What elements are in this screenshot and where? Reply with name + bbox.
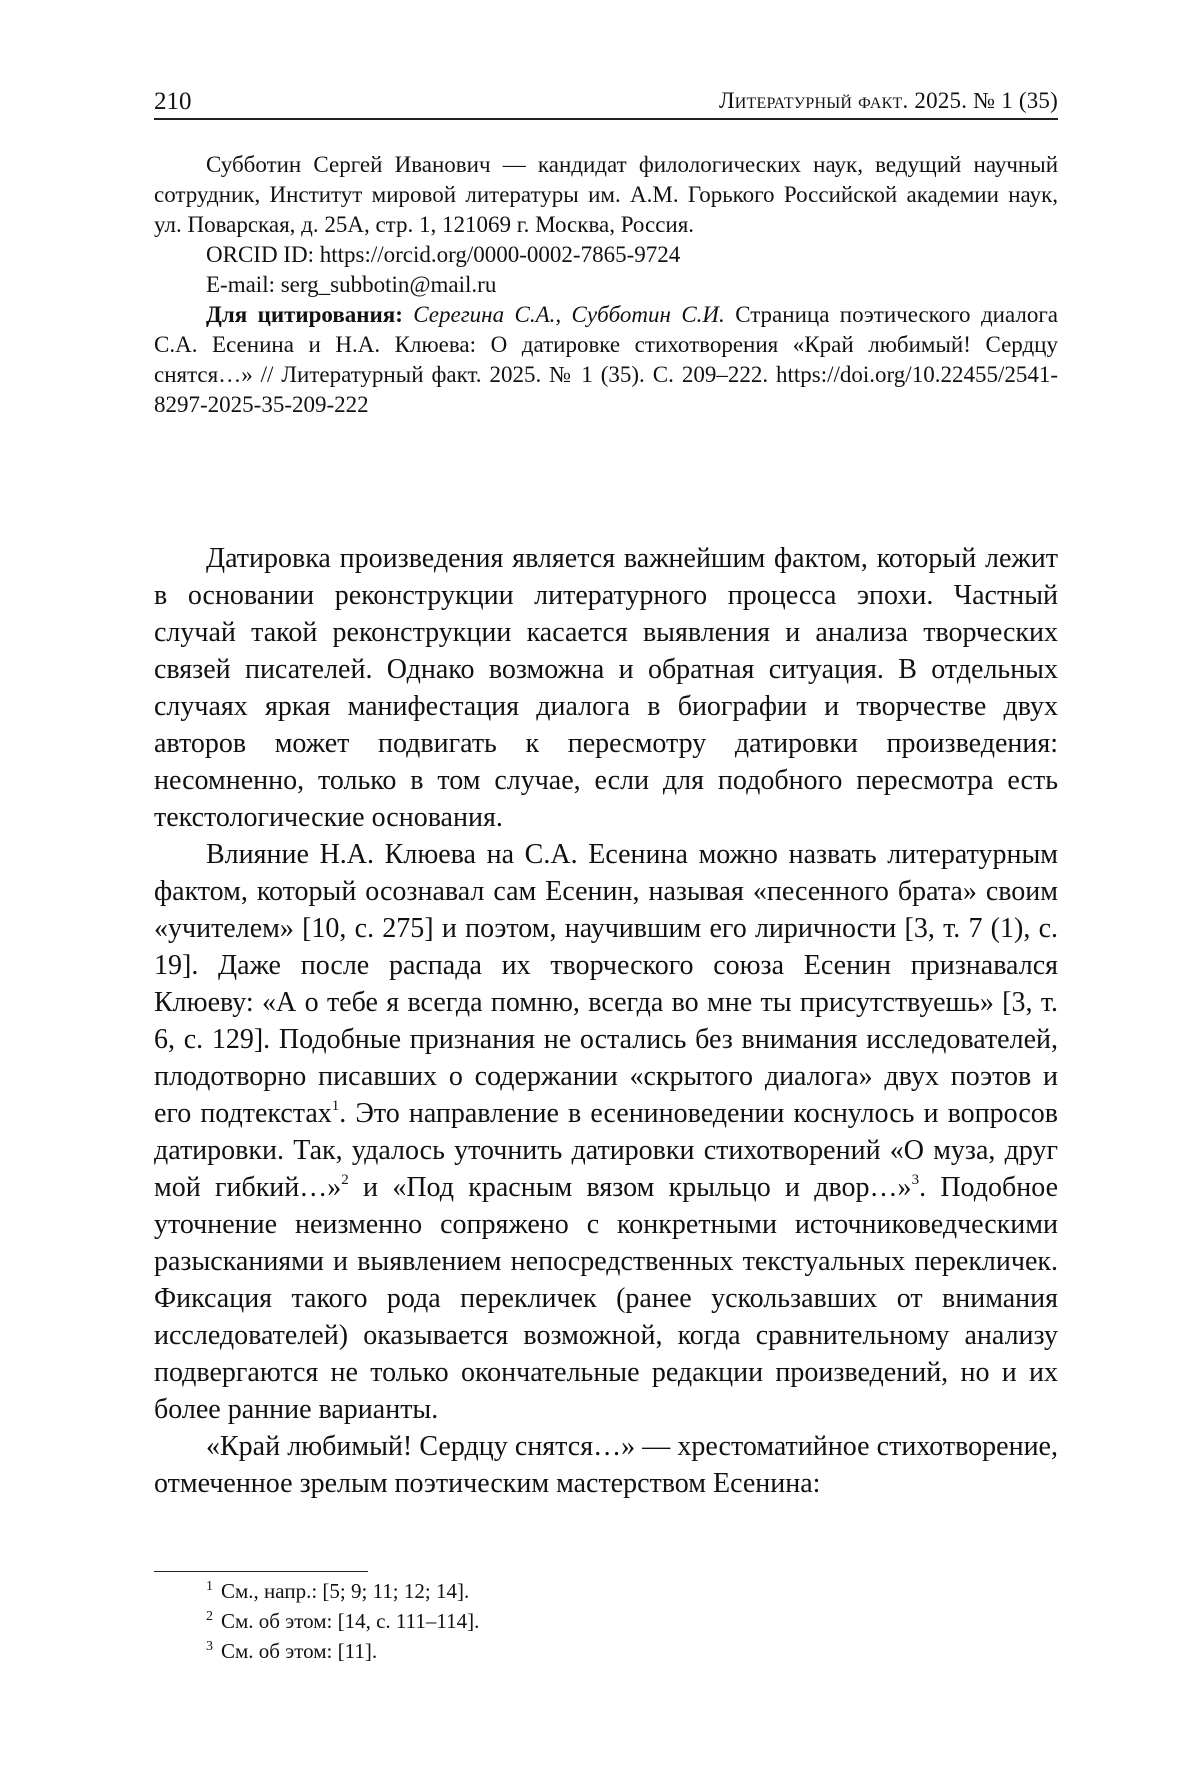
page-number: 210 (154, 88, 192, 115)
footnote-item (206, 1606, 1058, 1636)
author-orcid: ORCID ID: https://orcid.org/0000-0002-7865-9724 (206, 242, 681, 267)
page-header (154, 84, 1058, 120)
paragraph-2-part-b: . Это направление в есениноведении коснулось и вопросов датировки. Так, удалось уточнить датировки стихотворений «О муза, друг мой гибкий…» (154, 1098, 1058, 1203)
footnote-number: 2 (206, 1609, 213, 1624)
footnote-number: 1 (206, 1579, 213, 1594)
citation (154, 300, 1058, 420)
footnote-ref-3[interactable]: 3 (911, 1172, 920, 1188)
footnote-text: См. об этом: [14, с. 111–114]. (221, 1609, 480, 1633)
footnote-ref-1[interactable]: 1 (331, 1098, 340, 1114)
footnotes (206, 1576, 1058, 1666)
paragraph-3: «Край любимый! Сердцу снятся…» — хрестоматийное стихотворение, отмеченное зрелым поэтическим мастерством Есенина: (154, 1431, 1058, 1499)
footnote-text: См. об этом: [11]. (221, 1639, 378, 1663)
paragraph-2-part-c: и «Под красным вязом крыльцо и двор…» (348, 1172, 912, 1203)
footnote-text: См., напр.: [5; 9; 11; 12; 14]. (221, 1579, 470, 1603)
author-info (154, 150, 1058, 420)
running-title: Литературный факт. 2025. № 1 (35) (718, 88, 1058, 113)
paragraph-2-part-a: Влияние Н.А. Клюева на С.А. Есенина можно назвать литературным фактом, который осознавал сам Есенин, называя «песенного брата» своим «учителем» [10, с. 275] и поэтом, научившим его лиричности [3, т. 7 (1), с. 19]. Даже после распада их творческого союза Есенин признавался Клюеву: «А о тебе я всегда помню, всегда во мне ты присутствуешь» [3, т. 6, с. 129]. Подобные признания не остались без внимания исследователей, плодотворно писавших о содержании «скрытого диалога» двух поэтов и его подтекстах (154, 839, 1058, 1129)
article-body (154, 540, 1058, 1502)
citation-label: Для цитирования: (206, 302, 403, 327)
footnote-divider (154, 1571, 368, 1572)
paragraph-2 (154, 836, 1058, 1428)
citation-text: Страница поэтического диалога С.А. Есенина и Н.А. Клюева: О датировке стихотворения «Край любимый! Сердцу снятся…» // Литературный факт. 2025. № 1 (35). С. 209–222. https://doi.org/10.22455/2541-8297-2025-35-209-222 (154, 302, 1058, 417)
paragraph-1: Датировка произведения является важнейшим фактом, который лежит в основании реконструкции литературного процесса эпохи. Частный случай такой реконструкции касается выявления и анализа творческих связей писателей. Однако возможна и обратная ситуация. В отдельных случаях яркая манифестация диалога в биографии и творчестве двух авторов может подвигать к пересмотру датировки произведения: несомненно, только в том случае, если для подобного пересмотра есть текстологические основания. (154, 543, 1058, 833)
citation-authors: Серегина С.А., Субботин С.И. (413, 302, 725, 327)
footnote-item (206, 1576, 1058, 1606)
footnote-ref-2[interactable]: 2 (341, 1172, 349, 1188)
footnote-number: 3 (206, 1639, 213, 1654)
author-bio: Субботин Сергей Иванович — кандидат филологических наук, ведущий научный сотрудник, Институт мировой литературы им. А.М. Горького Российской академии наук, ул. Поварская, д. 25А, стр. 1, 121069 г. Москва, Россия. (154, 152, 1058, 237)
paragraph-2-part-d: . Подобное уточнение неизменно сопряжено с конкретными источниковедческими разысканиями и выявлением непосредственных текстуальных перекличек. Фиксация такого рода перекличек (ранее ускользавших от внимания исследователей) оказывается возможной, когда сравнительному анализу подвергаются не только окончательные редакции произведений, но и их более ранние варианты. (154, 1172, 1058, 1425)
footnote-item (206, 1636, 1058, 1666)
author-email: E-mail: serg_subbotin@mail.ru (206, 272, 497, 297)
